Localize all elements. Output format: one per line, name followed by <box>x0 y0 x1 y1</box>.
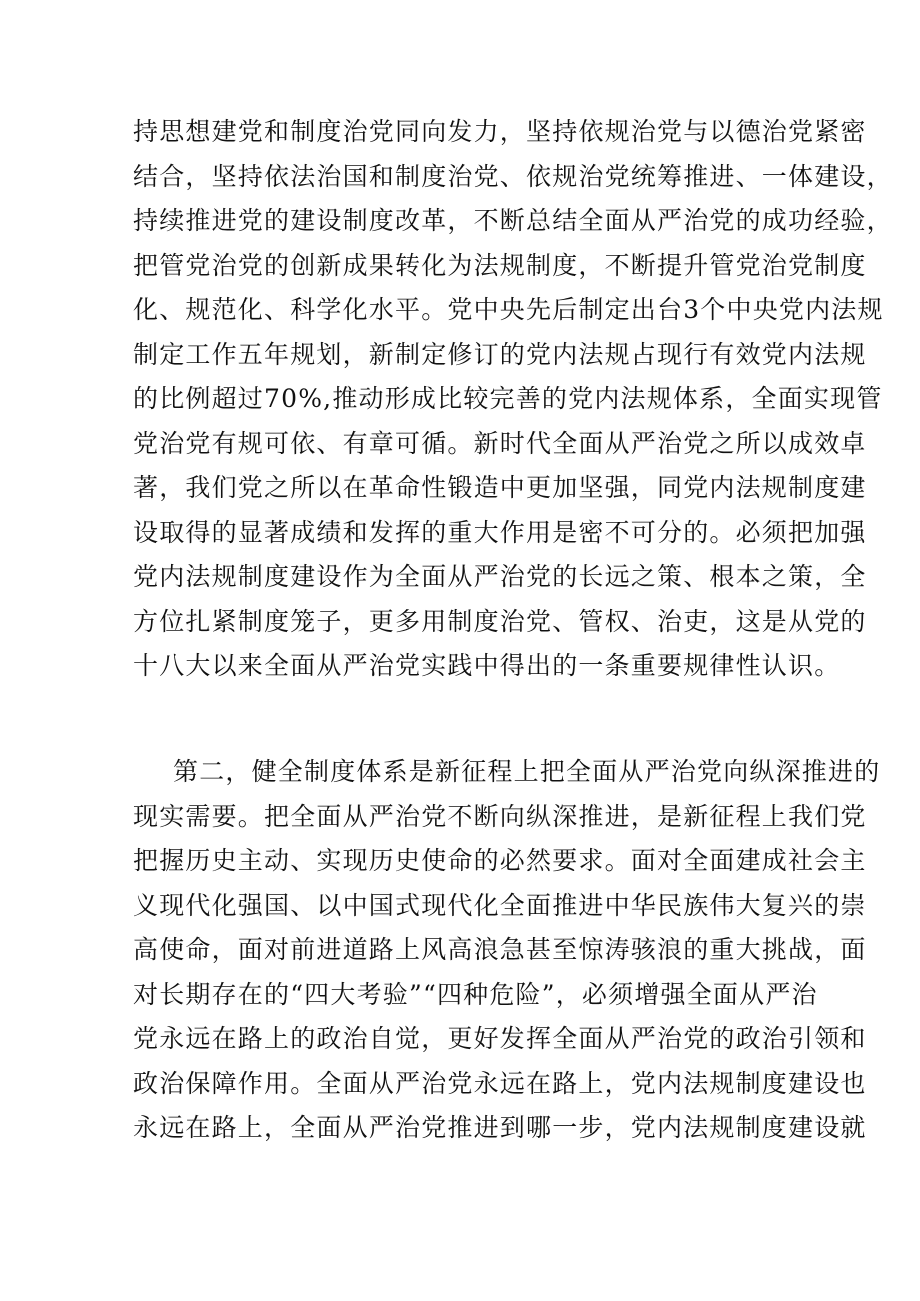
paragraph-line: 党永远在路上的政治自觉，更好发挥全面从严治党的政治引领和 <box>133 1024 867 1053</box>
paragraph-line: 把握历史主动、实现历史使命的必然要求。面对全面建成社会主 <box>133 846 867 875</box>
paragraph-line: 持续推进党的建设制度改革，不断总结全面从严治党的成功经验， <box>133 206 893 235</box>
paragraph-line: 化、规范化、科学化水平。党中央先后制定出台3个中央党内法规 <box>133 295 884 324</box>
paragraph-line: 对长期存在的“四大考验”“四种危险”，必须增强全面从严治 <box>133 979 818 1009</box>
paragraph-line: 制定工作五年规划，新制定修订的党内法规占现行有效党内法规 <box>133 339 867 369</box>
paragraph-line: 政治保障作用。全面从严治党永远在路上，党内法规制度建设也 <box>133 1068 867 1098</box>
paragraph-line: 永远在路上，全面从严治党推进到哪一步，党内法规制度建设就 <box>133 1113 867 1142</box>
paragraph-line: 党治党有规可依、有章可循。新时代全面从严治党之所以成效卓 <box>133 428 867 458</box>
paragraph-line: 著，我们党之所以在革命性锻造中更加坚强，同党内法规制度建 <box>133 473 867 502</box>
paragraph-line: 党内法规制度建设作为全面从严治党的长远之策、根本之策，全 <box>133 562 867 591</box>
paragraph-line: 高使命，面对前进道路上风高浪急甚至惊涛骇浪的重大挑战，面 <box>133 935 867 964</box>
paragraph-line: 持思想建党和制度治党同向发力，坚持依规治党与以德治党紧密 <box>133 117 867 146</box>
paragraph-line: 现实需要。把全面从严治党不断向纵深推进，是新征程上我们党 <box>133 801 867 831</box>
paragraph-1 <box>133 110 893 689</box>
paragraph-line: 把管党治党的创新成果转化为法规制度，不断提升管党治党制度 <box>133 250 867 280</box>
paragraph-line: 义现代化强国、以中国式现代化全面推进中华民族伟大复兴的崇 <box>133 890 867 920</box>
paragraph-line: 的比例超过70%,推动形成比较完善的党内法规体系，全面实现管 <box>133 384 883 413</box>
paragraph-2 <box>133 750 881 1151</box>
paragraph-line: 第二，健全制度体系是新征程上把全面从严治党向纵深推进的 <box>173 757 881 786</box>
paragraph-line: 设取得的显著成绩和发挥的重大作用是密不可分的。必须把加强 <box>133 517 867 547</box>
paragraph-line: 十八大以来全面从严治党实践中得出的一条重要规律性认识。 <box>133 651 841 680</box>
paragraph-line: 结合，坚持依法治国和制度治党、依规治党统筹推进、一体建设， <box>133 161 893 191</box>
paragraph-line: 方位扎紧制度笼子，更多用制度治党、管权、治吏，这是从党的 <box>133 606 867 636</box>
